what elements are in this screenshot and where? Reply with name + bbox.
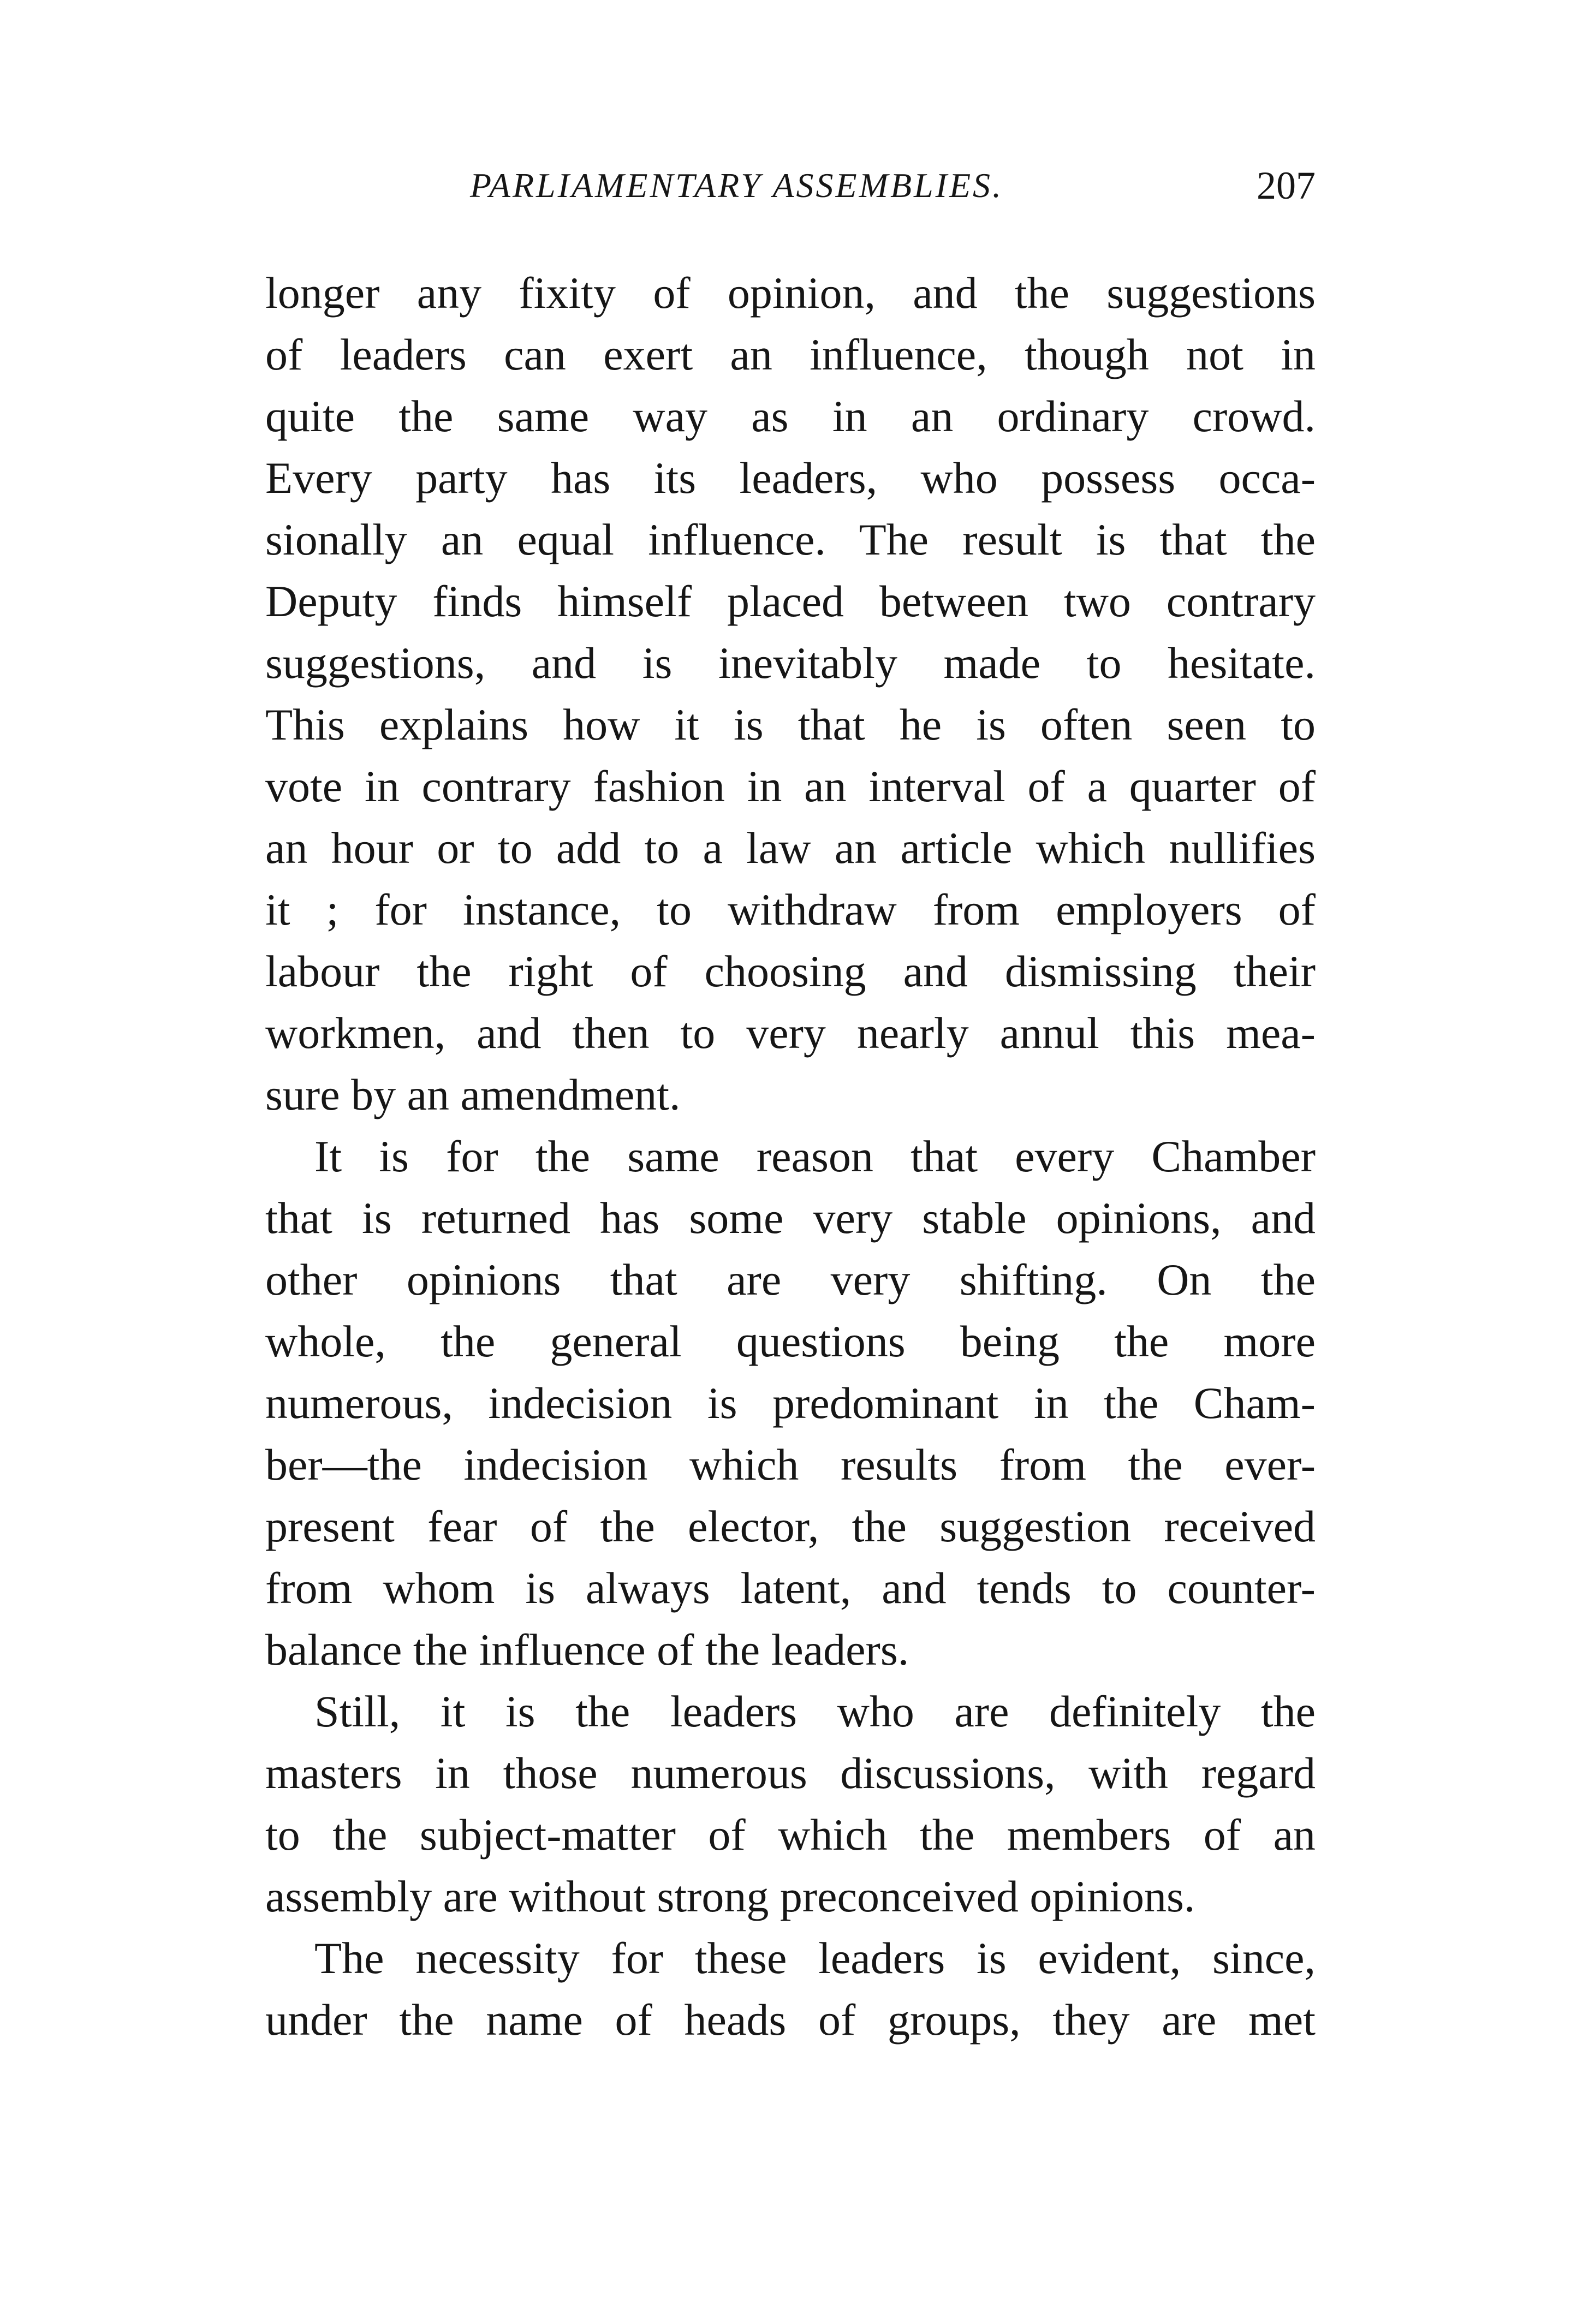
running-head: [265, 158, 1316, 224]
text-line: suggestions, and is inevitably made to hesitate.: [265, 638, 1316, 688]
text-line: vote in contrary fashion in an interval of a quarter of: [265, 761, 1316, 811]
text-line: of leaders can exert an influence, though not in: [265, 330, 1316, 379]
text-line: longer any fixity of opinion, and the suggestions: [265, 268, 1316, 318]
paragraph-first-line: The necessity for these leaders is evident, since,: [314, 1933, 1316, 1983]
text-line: other opinions that are very shifting. On the: [265, 1255, 1316, 1304]
text-line: an hour or to add to a law an article which nullifies: [265, 823, 1316, 873]
text-line: Every party has its leaders, who possess occa-: [265, 453, 1316, 503]
paragraph-first-line: Still, it is the leaders who are definitely the: [314, 1687, 1316, 1736]
text-line: balance the influence of the leaders.: [265, 1625, 909, 1675]
text-line: This explains how it is that he is often seen to: [265, 700, 1316, 749]
text-line: numerous, indecision is predominant in the Cham-: [265, 1378, 1316, 1428]
text-line: labour the right of choosing and dismissing their: [265, 946, 1316, 996]
text-line: ber—the indecision which results from the ever-: [265, 1440, 1316, 1489]
text-line: quite the same way as in an ordinary crowd.: [265, 391, 1316, 441]
paragraph-first-line: It is for the same reason that every Chamber: [314, 1131, 1316, 1181]
text-line: sure by an amendment.: [265, 1070, 681, 1119]
page-number: 207: [1257, 164, 1316, 207]
text-line: whole, the general questions being the more: [265, 1316, 1316, 1366]
text-line: workmen, and then to very nearly annul this mea-: [265, 1008, 1316, 1058]
text-line: that is returned has some very stable opinions, and: [265, 1193, 1316, 1243]
text-line: assembly are without strong preconceived opinions.: [265, 1872, 1195, 1921]
text-line: to the subject-matter of which the members of an: [265, 1810, 1316, 1860]
body-text: [265, 262, 1316, 2051]
running-title: PARLIAMENTARY ASSEMBLIES.: [470, 166, 1004, 205]
text-line: masters in those numerous discussions, with regard: [265, 1748, 1316, 1798]
text-line: sionally an equal influence. The result is that the: [265, 515, 1316, 564]
text-line: under the name of heads of groups, they are met: [265, 1995, 1316, 2045]
text-line: present fear of the elector, the suggestion received: [265, 1501, 1316, 1551]
text-line: from whom is always latent, and tends to counter-: [265, 1563, 1316, 1613]
text-line: Deputy finds himself placed between two contrary: [265, 576, 1316, 626]
text-line: it ; for instance, to withdraw from employers of: [265, 885, 1316, 934]
